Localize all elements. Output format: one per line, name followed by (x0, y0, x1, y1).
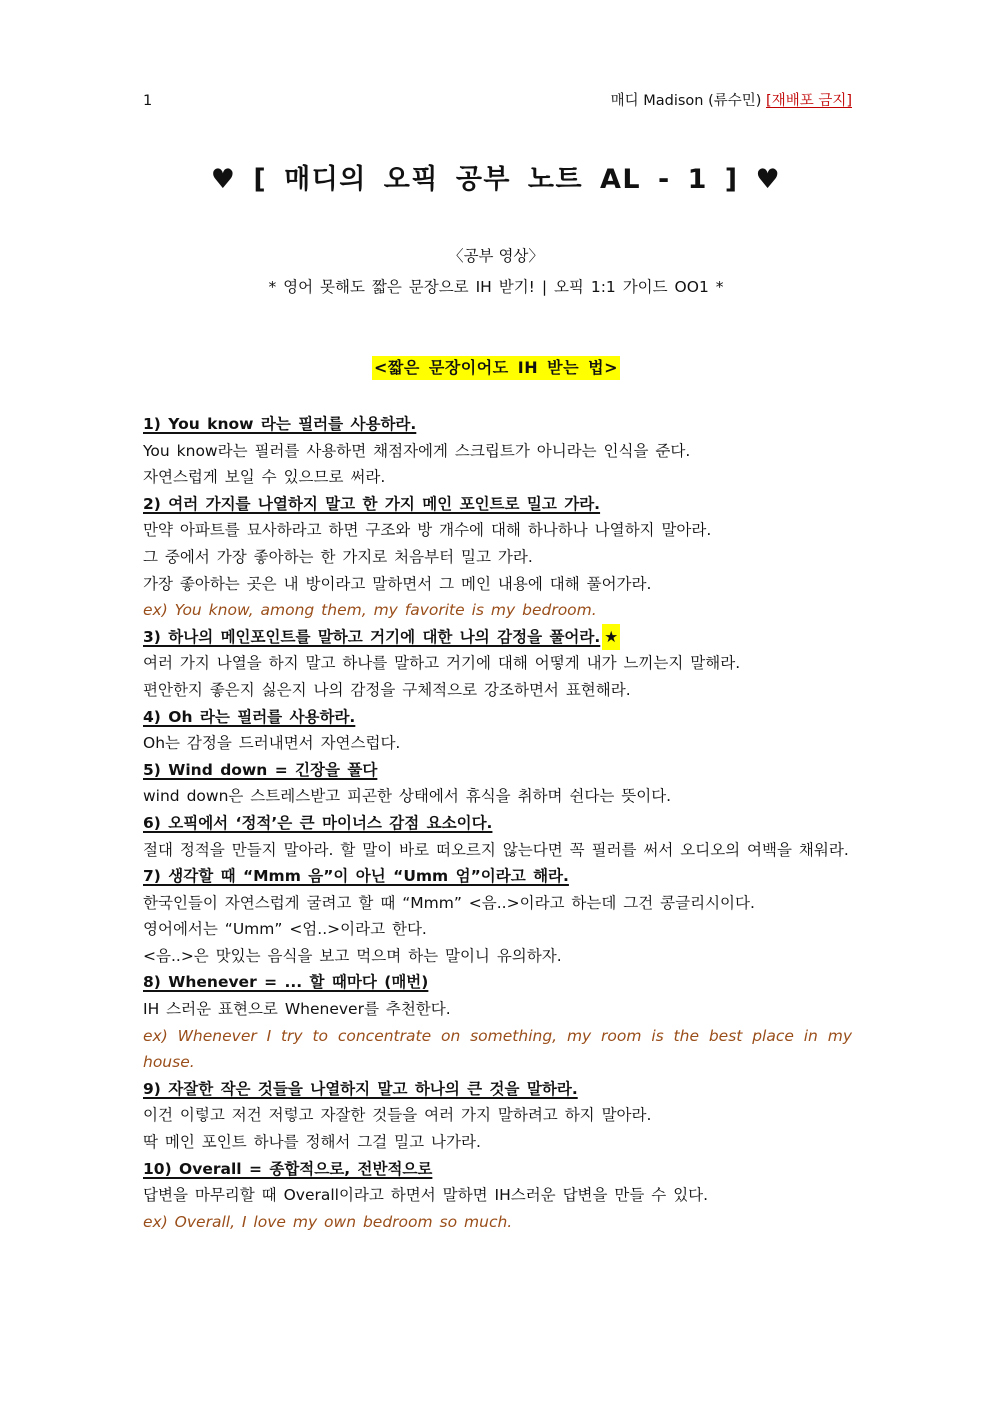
tip-heading: 1) You know 라는 필러를 사용하라. (143, 415, 417, 433)
tip-line: 영어에서는 “Umm” <엄..>이라고 한다. (143, 920, 427, 939)
tip-line: You know라는 필러를 사용하면 채점자에게 스크립트가 아니라는 인식을 준다. (143, 441, 691, 460)
author-credit (611, 90, 852, 112)
tip-line: wind down은 스트레스받고 피곤한 상태에서 휴식을 취하며 쉰다는 뜻이다. (143, 787, 672, 806)
tip-heading: 4) Oh 라는 필러를 사용하라. (143, 707, 356, 726)
star-icon: ★ (602, 624, 620, 651)
document-title: ♥ [ 매디의 오픽 공부 노트 AL - 1 ] ♥ (210, 164, 782, 195)
tip-heading: 9) 자잘한 작은 것들을 나열하지 말고 하나의 큰 것을 말하라. (143, 1079, 578, 1098)
tip-heading-row (143, 624, 852, 651)
tip-line: Oh는 감정을 드러내면서 자연스럽다. (143, 734, 401, 753)
page-number: 1 (143, 93, 153, 109)
tip-line: 딱 메인 포인트 하나를 정해서 그걸 밀고 나가라. (143, 1133, 481, 1152)
tip-line: IH 스러운 표현으로 Whenever를 추천한다. (143, 1000, 451, 1019)
tip-example: ex) You know, among them, my favorite is my bedroom. (143, 601, 597, 620)
tip-line: 여러 가지 나열을 하지 말고 하나를 말하고 거기에 대해 어떻게 내가 느끼는지 말해라. (143, 654, 741, 673)
tip-line: <음..>은 맛있는 음식을 보고 먹으며 하는 말이니 유의하자. (143, 946, 562, 965)
tip-heading: 2) 여러 가지를 나열하지 말고 한 가지 메인 포인트로 밀고 가라. (143, 494, 601, 513)
tip-heading: 6) 오픽에서 ‘정적’은 큰 마이너스 감점 요소이다. (143, 813, 493, 832)
tip-example: ex) Whenever I try to concentrate on something, my room is the best place in my house. (143, 1026, 852, 1072)
tip-heading: 5) Wind down = 긴장을 풀다 (143, 760, 378, 779)
tip-heading: 10) Overall = 종합적으로, 전반적으로 (143, 1159, 433, 1178)
redistribution-notice: [재배포 금지] (766, 93, 852, 109)
tip-line: 만약 아파트를 묘사하라고 하면 구조와 방 개수에 대해 하나하나 나열하지 말아라. (143, 521, 712, 540)
tip-heading: 3) 하나의 메인포인트를 말하고 거기에 대한 나의 감정을 풀어라. (143, 627, 601, 646)
section-heading-container (0, 356, 992, 380)
tip-example: ex) Overall, I love my own bedroom so much. (143, 1212, 513, 1231)
tip-line: 자연스럽게 보일 수 있으므로 써라. (143, 468, 386, 487)
tip-line: 한국인들이 자연스럽게 굴려고 할 때 “Mmm” <음..>이라고 하는데 그건 콩글리시이다. (143, 893, 755, 912)
page-header (143, 90, 852, 112)
section-heading: <짧은 문장이어도 IH 받는 법> (372, 356, 620, 380)
tip-line: 편안한지 좋은지 싫은지 나의 감정을 구체적으로 강조하면서 표현해라. (143, 680, 631, 699)
tip-line: 답변을 마무리할 때 Overall이라고 하면서 말하면 IH스러운 답변을 만들 수 있다. (143, 1186, 709, 1205)
tip-line: 이건 이렇고 저건 저렇고 자잘한 것들을 여러 가지 말하려고 하지 말아라. (143, 1106, 652, 1125)
tip-line: 가장 좋아하는 곳은 내 방이라고 말하면서 그 메인 내용에 대해 풀어가라. (143, 574, 652, 593)
tip-heading: 8) Whenever = ... 할 때마다 (매번) (143, 973, 429, 992)
video-title: * 영어 못해도 짧은 문장으로 IH 받기! | 오픽 1:1 가이드 OO1 * (268, 278, 724, 296)
author-name: 매디 Madison (류수민) (610, 93, 767, 109)
video-label: 〈공부 영상〉 (448, 247, 544, 265)
tip-line: 절대 정적을 만들지 말아라. 할 말이 바로 떠오르지 않는다면 꼭 필러를 써서 오디오의 여백을 채워라. (143, 840, 849, 859)
tip-heading: 7) 생각할 때 “Mmm 음”이 아닌 “Umm 엄”이라고 해라. (143, 867, 569, 886)
tips-list (143, 411, 852, 1235)
tip-line: 그 중에서 가장 좋아하는 한 가지로 처음부터 밀고 가라. (143, 547, 533, 566)
